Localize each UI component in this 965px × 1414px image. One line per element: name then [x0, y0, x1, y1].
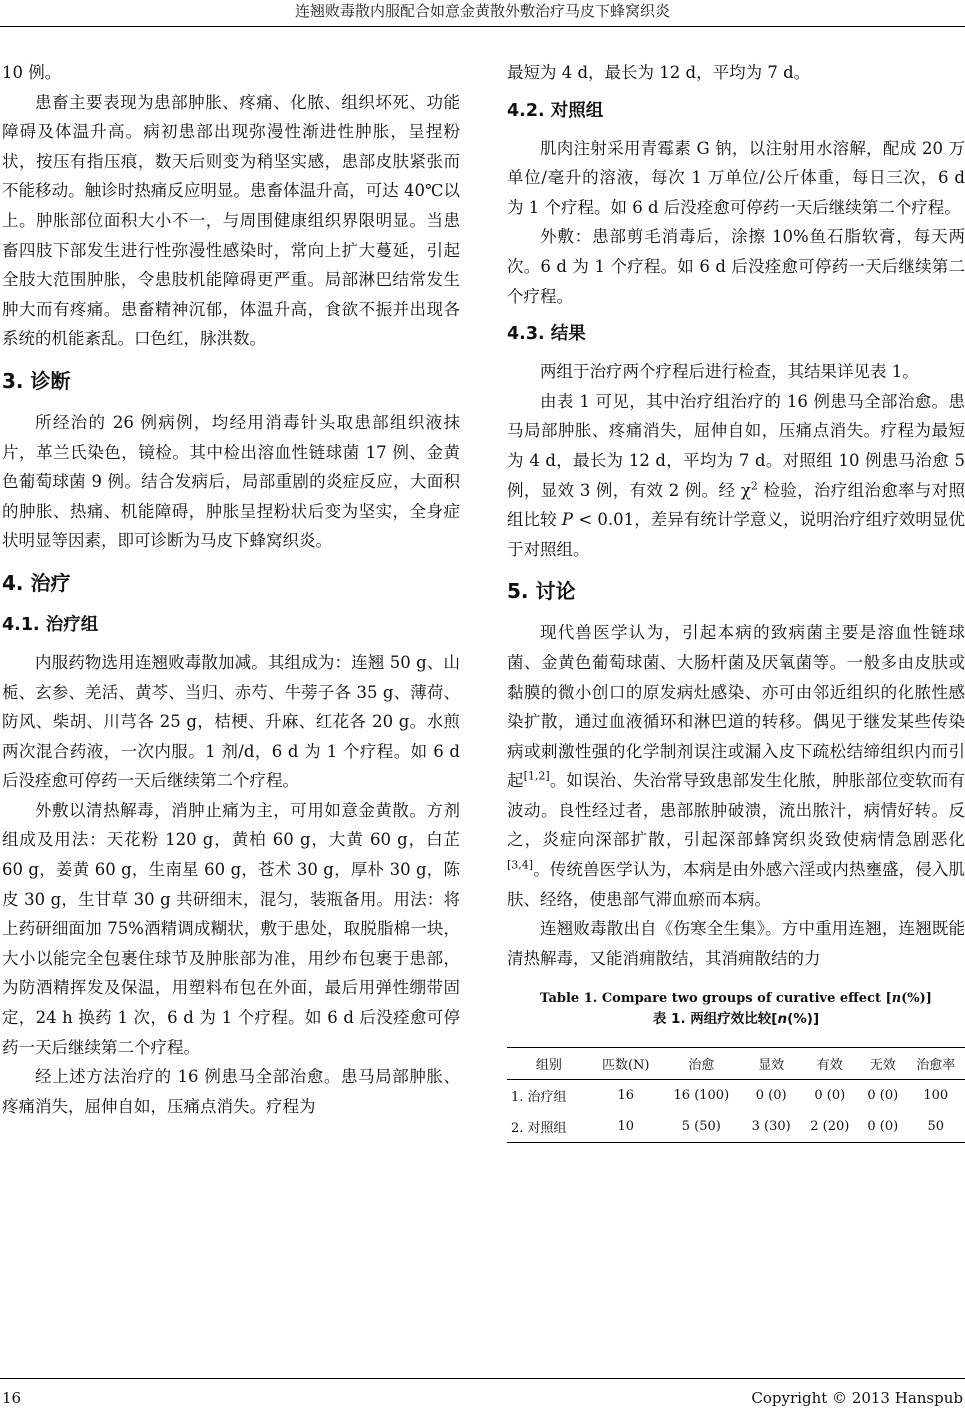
copyright-notice: Copyright © 2013 Hanspub	[751, 1389, 963, 1407]
running-header: 连翘败毒散内服配合如意金黄散外敷治疗马皮下蜂窝织炎	[294, 2, 670, 20]
footer-rule	[0, 1378, 965, 1379]
section-heading-diagnosis: 3. 诊断	[2, 368, 71, 393]
citation-1-2[interactable]: [1,2]	[523, 769, 550, 783]
header-marked-effect: 显效	[758, 1058, 785, 1074]
paragraph-continuation-right: 最短为 4 d，最长为 12 d，平均为 7 d。	[507, 63, 811, 82]
section-heading-discussion: 5. 讨论	[507, 579, 576, 604]
right-column	[507, 58, 965, 1143]
caption-zh-text-a: 表 1. 两组疗效比较[	[652, 1011, 778, 1028]
table-caption-english	[507, 989, 965, 1009]
caption-zh-n: n	[777, 1011, 788, 1028]
paragraph-control-external: 外敷：患部剪毛消毒后，涂擦 10%鱼石脂软膏，每天两次。6 d 为 1 个疗程。如 6 d 后没痊愈可停药一天后继续第二个疗程。	[507, 227, 965, 306]
table-cell: 0 (0)	[867, 1119, 899, 1135]
paragraph-external-application: 外敷以清热解毒，消肿止痛为主，可用如意金黄散。方剂组成及用法：天花粉 120 g，黄柏 60 g，大黄 60 g，白芷 60 g，姜黄 60 g，生南星 60 g，苍术 30 g，厚朴 30 g，陈皮 30 g，生甘草 30 g 共研细末，混匀，装瓶备用。用法：将上药研细面加 75%酒精调成糊状，敷于患处，取脱脂棉一块，大小以能完全包裹住球节及肿胀部为准，用纱布包裹于患部，为防酒精挥发及保温，用塑料布包在外面，最后用弹性绷带固定，24 h 换药 1 次，6 d 为 1 个疗程。如 6 d 后没痊愈可停药一天后继续第二个疗程。	[2, 800, 460, 1057]
paragraph-control-injection: 肌肉注射采用青霉素 G 钠，以注射用水溶解，配成 20 万单位/毫升的溶液，每次 1 万单位/公斤体重，每日三次，6 d 为 1 个疗程。如 6 d 后没痊愈可停药一天后继续第二个疗程。	[507, 138, 965, 217]
section-heading-treatment: 4. 治疗	[2, 570, 71, 595]
subsection-heading-results: 4.3. 结果	[507, 324, 586, 345]
table-cell: 0 (0)	[814, 1088, 846, 1104]
header-rule	[0, 26, 965, 27]
page-number: 16	[2, 1389, 22, 1407]
p-value-symbol: P	[561, 510, 574, 530]
left-column	[2, 58, 460, 1121]
results-text-a: 由表 1 可见，其中治疗组治疗的 16 例患马全部治愈。患马局部肿胀、疼痛消失，屈伸自如，压痛点消失。疗程为最短为 4 d，最长为 12 d，平均为 7 d。对照组 10 例患马治愈 5 例，显效 3 例，有效 2 例。经 χ	[507, 391, 965, 500]
table-cell: 16 (100)	[673, 1088, 730, 1104]
table-caption-chinese	[507, 1009, 965, 1029]
paragraph-discussion-2: 连翘败毒散出自《伤寒全生集》。方中重用连翘，连翘既能清热解毒，又能消痈散结，其消痈散结的力	[507, 919, 965, 968]
results-text-b: 检验，治疗组治愈率与对照组比较	[507, 480, 965, 530]
paragraph-results-intro: 两组于治疗两个疗程后进行检查，其结果详见表 1。	[540, 362, 919, 382]
paragraph-diagnosis: 所经治的 26 例病例，均经用消毒针头取患部组织液抹片，革兰氏染色，镜检。其中检出溶血性链球菌 17 例、金黄色葡萄球菌 9 例。结合发病后，局部重剧的炎症反应，大面积的肿胀、热痛、机能障碍，肿胀呈捏粉状后变为坚实，全身症状明显等因素，即可诊断为马皮下蜂窝织炎。	[2, 412, 460, 551]
caption-en-text-a: Table 1. Compare two groups of curative effect [	[540, 991, 892, 1007]
chi-square-superscript: 2	[750, 479, 758, 493]
citation-3-4[interactable]: [3,4]	[507, 858, 534, 872]
table-cell: 2 (20)	[810, 1119, 850, 1135]
header-effective: 有效	[816, 1058, 843, 1074]
paragraph-results-detail	[507, 387, 965, 565]
caption-en-n: n	[891, 991, 902, 1007]
table-cell: 5 (50)	[681, 1119, 721, 1135]
table-cell: 1. 治疗组	[511, 1090, 567, 1106]
header-group: 组别	[535, 1058, 562, 1074]
table-cell: 2. 对照组	[511, 1121, 567, 1137]
header-cured: 治愈	[688, 1058, 715, 1074]
results-text-c: < 0.01，差异有统计学意义，说明治疗组疗效明显优于对照组。	[507, 510, 965, 559]
caption-zh-text-b: (%)]	[787, 1011, 820, 1028]
table-cell: 50	[927, 1119, 944, 1135]
table-header-row	[507, 1048, 965, 1080]
subsection-heading-control-group: 4.2. 对照组	[507, 100, 604, 121]
paragraph-continuation: 10 例。	[2, 63, 62, 82]
table-cell: 0 (0)	[755, 1088, 787, 1104]
table-row	[507, 1080, 965, 1112]
table-cell: 100	[923, 1088, 949, 1104]
discussion-text-a: 现代兽医学认为，引起本病的致病菌主要是溶血性链球菌、金黄色葡萄球菌、大肠杆菌及厌氧菌等。一般多由皮肤或黏膜的微小创口的原发病灶感染、亦可由邻近组织的化脓性感染扩散，通过血液循环和淋巴道的转移。偶见于继发某些传染病或刺激性强的化学制剂误注或漏入皮下疏松结缔组织内而引起	[507, 623, 965, 791]
table-cell: 10	[617, 1119, 635, 1135]
table-cell: 3 (30)	[751, 1119, 791, 1135]
table-cell: 0 (0)	[867, 1088, 899, 1104]
header-cure-rate: 治愈率	[916, 1058, 956, 1074]
caption-en-text-b: (%)]	[901, 991, 932, 1007]
header-count: 匹数(N)	[601, 1058, 650, 1074]
paragraph-treatment-outcome: 经上述方法治疗的 16 例患马全部治愈。患马局部肿胀、疼痛消失，屈伸自如，压痛点消失。疗程为	[2, 1067, 460, 1116]
header-ineffective: 无效	[869, 1058, 896, 1074]
discussion-text-b: 。如误治、失治常导致患部发生化脓，肿胀部位变软而有波动。良性经过者，患部脓肿破溃，流出脓汁，病情好转。反之，炎症向深部扩散，引起深部蜂窝织炎致使病情急剧恶化	[507, 771, 965, 850]
results-table	[507, 1047, 965, 1143]
table-row	[507, 1111, 965, 1143]
paragraph-oral-medicine: 内服药物选用连翘败毒散加减。其组成为：连翘 50 g、山栀、玄参、羌活、黄芩、当归、赤芍、牛蒡子各 35 g、薄荷、防风、柴胡、川芎各 25 g，桔梗、升麻、红花各 20 g。水煎两次混合药液，一次内服。1 剂/d，6 d 为 1 个疗程。如 6 d 后没痊愈可停药一天后继续第二个疗程。	[2, 652, 460, 791]
discussion-text-c: 。传统兽医学认为，本病是由外感六淫或内热壅盛，侵入肌肤、经络，使患部气滞血瘀而本病。	[507, 860, 965, 909]
subsection-heading-treatment-group: 4.1. 治疗组	[2, 614, 99, 635]
table-cell: 16	[617, 1088, 635, 1104]
paragraph-symptoms: 患畜主要表现为患部肿胀、疼痛、化脓、组织坏死、功能障碍及体温升高。病初患部出现弥漫性渐进性肿胀，呈捏粉状，按压有指压痕，数天后则变为稍坚实感，患部皮肤紧张而不能移动。触诊时热痛反应明显。患畜体温升高，可达 40℃以上。肿胀部位面积大小不一，与周围健康组织界限明显。当患畜四肢下部发生进行性弥漫性感染时，常向上扩大蔓延，引起全肢大范围肿胀，令患肢机能障碍更严重。局部淋巴结常发生肿大而有疼痛。患畜精神沉郁，体温升高，食欲不振并出现各系统的机能紊乱。口色红，脉洪数。	[2, 92, 460, 349]
paragraph-discussion-1	[507, 618, 965, 914]
